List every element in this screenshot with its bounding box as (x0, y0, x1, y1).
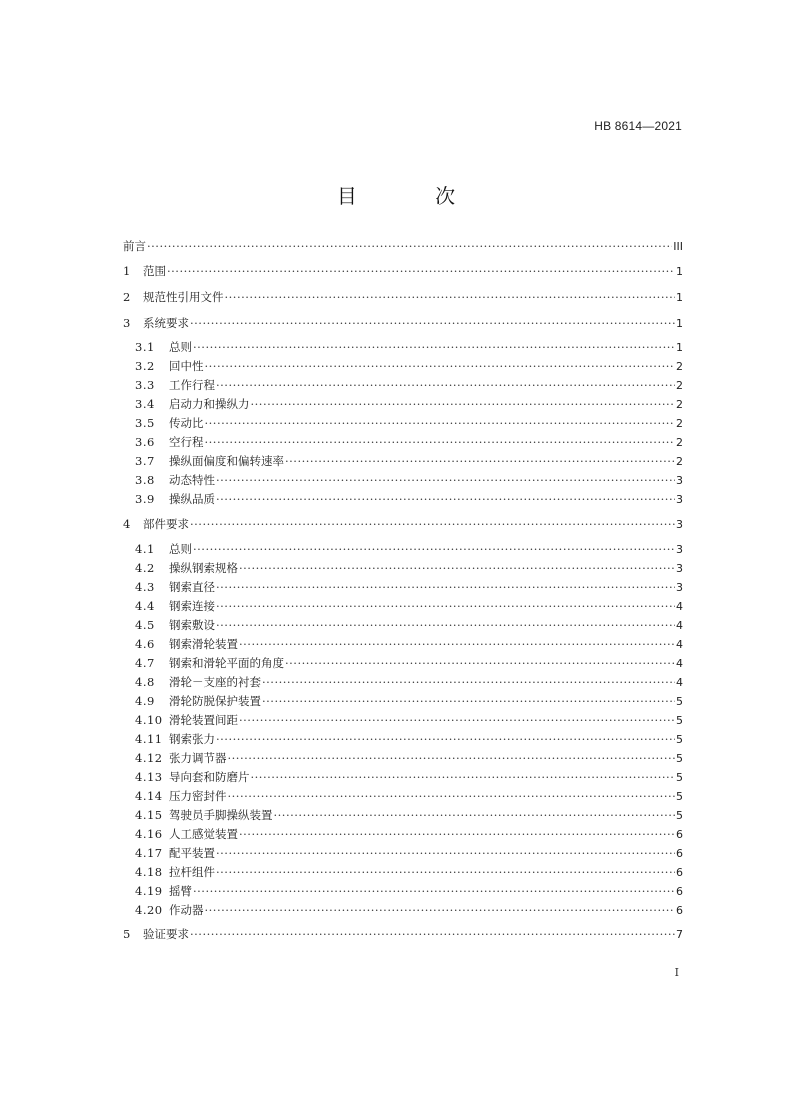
toc-entry-page: 5 (676, 695, 683, 708)
toc-leader-dots (190, 315, 675, 331)
toc-entry-label: 总则 (169, 542, 192, 556)
toc-leader-dots (239, 636, 675, 652)
toc-leader-dots (167, 263, 675, 279)
toc-entry-number: 5 (123, 927, 131, 941)
toc-leader-dots (193, 883, 675, 899)
toc-entry-number: 4.18 (135, 865, 163, 879)
toc-entry-label: 操纵面偏度和偏转速率 (169, 454, 284, 468)
toc-entry[interactable] (135, 769, 683, 785)
toc-entry-label: 总则 (169, 340, 192, 354)
toc-entry[interactable] (135, 788, 683, 804)
toc-entry-number: 4.12 (135, 751, 163, 765)
toc-entry-page: 5 (676, 752, 683, 765)
toc-entry-number: 4 (123, 517, 131, 531)
toc-entry-page: 4 (676, 638, 683, 651)
toc-entry[interactable] (135, 358, 683, 374)
toc-entry-number: 4.11 (135, 732, 163, 746)
toc-leader-dots (205, 358, 676, 374)
toc-entry[interactable] (123, 289, 683, 305)
toc-entry-number: 4.8 (135, 675, 155, 689)
toc-entry[interactable] (135, 491, 683, 507)
toc-entry[interactable] (135, 339, 683, 355)
toc-leader-dots (285, 453, 675, 469)
toc-entry-page: 2 (676, 436, 683, 449)
toc-entry-number: 4.19 (135, 884, 163, 898)
toc-entry-page: 3 (676, 493, 683, 506)
toc-entry-label: 操纵品质 (169, 492, 215, 506)
toc-entry-label: 传动比 (169, 416, 204, 430)
toc-entry-label: 系统要求 (143, 316, 189, 330)
toc-entry-number: 4.15 (135, 808, 163, 822)
toc-entry-label: 滑轮防脱保护装置 (169, 694, 261, 708)
toc-entry-label: 操纵钢索规格 (169, 561, 238, 575)
toc-entry-label: 钢索滑轮装置 (169, 637, 238, 651)
toc-leader-dots (216, 617, 675, 633)
toc-leader-dots (190, 926, 675, 942)
toc-entry-page: 5 (676, 790, 683, 803)
toc-entry-number: 3.6 (135, 435, 155, 449)
toc-entry-page: 2 (676, 417, 683, 430)
toc-entry-label: 滑轮装置间距 (169, 713, 238, 727)
toc-entry-number: 3.7 (135, 454, 155, 468)
toc-leader-dots (205, 415, 676, 431)
toc-entry-page: 2 (676, 379, 683, 392)
toc-entry-page: 2 (676, 360, 683, 373)
toc-entry[interactable] (135, 598, 683, 614)
toc-entry[interactable] (123, 516, 683, 532)
toc-entry-page: 3 (676, 562, 683, 575)
toc-entry-number: 4.3 (135, 580, 155, 594)
toc-entry[interactable] (135, 845, 683, 861)
toc-entry[interactable] (135, 377, 683, 393)
toc-entry-page: 5 (676, 714, 683, 727)
toc-entry-label: 回中性 (169, 359, 204, 373)
toc-entry-label: 部件要求 (143, 517, 189, 531)
toc-entry[interactable] (135, 655, 683, 671)
toc-entry-page: 6 (676, 828, 683, 841)
toc-leader-dots (239, 712, 675, 728)
toc-entry-number: 4.4 (135, 599, 155, 613)
toc-leader-dots (216, 845, 675, 861)
toc-leader-dots (216, 472, 675, 488)
toc-entry-page: 5 (676, 809, 683, 822)
toc-entry-page: 2 (676, 455, 683, 468)
toc-entry-number: 3.5 (135, 416, 155, 430)
toc-entry[interactable] (135, 560, 683, 576)
page-number: I (674, 966, 679, 979)
toc-entry[interactable] (135, 579, 683, 595)
toc-leader-dots (239, 826, 675, 842)
toc-entry[interactable] (135, 453, 683, 469)
toc-entry-label: 钢索张力 (169, 732, 215, 746)
toc-entry-number: 2 (123, 290, 131, 304)
toc-leader-dots (274, 807, 676, 823)
toc-entry-page: 4 (676, 676, 683, 689)
toc-leader-dots (205, 434, 676, 450)
toc-entry-page: 3 (676, 474, 683, 487)
toc-entry-page: 4 (676, 600, 683, 613)
toc-entry-number: 4.14 (135, 789, 163, 803)
toc-leader-dots (193, 339, 675, 355)
toc-entry[interactable] (123, 238, 683, 254)
toc-entry-page: 4 (676, 657, 683, 670)
toc-entry-page: 7 (676, 928, 683, 941)
toc-entry-label: 动态特性 (169, 473, 215, 487)
toc-leader-dots (225, 289, 676, 305)
toc-entry[interactable] (135, 434, 683, 450)
toc-entry[interactable] (135, 712, 683, 728)
toc-entry-label: 摇臂 (169, 884, 192, 898)
toc-entry-page: 2 (676, 398, 683, 411)
toc-entry-label: 钢索敷设 (169, 618, 215, 632)
toc-entry-page: 6 (676, 866, 683, 879)
toc-entry-label: 作动器 (169, 903, 204, 917)
toc-entry-number: 3.9 (135, 492, 155, 506)
toc-entry-label: 配平装置 (169, 846, 215, 860)
toc-entry-label: 滑轮－支座的衬套 (169, 675, 261, 689)
toc-entry-page: 1 (676, 341, 683, 354)
toc-entry-number: 3.8 (135, 473, 155, 487)
toc-entry-label: 启动力和操纵力 (169, 397, 250, 411)
toc-entry-page: 1 (676, 265, 683, 278)
toc-leader-dots (251, 396, 676, 412)
toc-entry-label: 压力密封件 (169, 789, 227, 803)
toc-entry-label: 导向套和防磨片 (169, 770, 250, 784)
toc-entry-number: 4.6 (135, 637, 155, 651)
toc-entry-page: 3 (676, 543, 683, 556)
toc-entry[interactable] (135, 472, 683, 488)
toc-entry-number: 4.2 (135, 561, 155, 575)
toc-entry[interactable] (135, 693, 683, 709)
toc-entry-page: 3 (676, 581, 683, 594)
toc-entry-page: 6 (676, 847, 683, 860)
toc-leader-dots (262, 693, 675, 709)
toc-leader-dots (228, 788, 676, 804)
toc-entry-page: 6 (676, 885, 683, 898)
toc-entry-page: III (673, 240, 683, 253)
toc-leader-dots (216, 731, 675, 747)
toc-entry-label: 工作行程 (169, 378, 215, 392)
toc-entry-label: 拉杆组件 (169, 865, 215, 879)
toc-entry-page: 1 (676, 291, 683, 304)
toc-leader-dots (147, 238, 672, 254)
toc-leader-dots (205, 902, 676, 918)
toc-leader-dots (285, 655, 675, 671)
toc-entry[interactable] (123, 926, 683, 942)
toc-entry-number: 3.4 (135, 397, 155, 411)
toc-entry[interactable] (135, 750, 683, 766)
toc-leader-dots (190, 516, 675, 532)
toc-entry-page: 4 (676, 619, 683, 632)
toc-entry[interactable] (135, 731, 683, 747)
toc-entry-page: 3 (676, 518, 683, 531)
toc-entry[interactable] (135, 415, 683, 431)
toc-entry-page: 6 (676, 904, 683, 917)
toc-entry-label: 驾驶员手脚操纵装置 (169, 808, 273, 822)
toc-entry-number: 3.2 (135, 359, 155, 373)
toc-entry-number: 4.7 (135, 656, 155, 670)
toc-entry[interactable] (135, 396, 683, 412)
document-code: HB 8614—2021 (594, 119, 682, 133)
toc-leader-dots (216, 377, 675, 393)
toc-entry-label: 空行程 (169, 435, 204, 449)
toc-entry-label: 范围 (143, 264, 166, 278)
toc-leader-dots (251, 769, 676, 785)
toc-entry[interactable] (123, 263, 683, 279)
toc-leader-dots (228, 750, 676, 766)
toc-entry-label: 前言 (123, 239, 146, 253)
toc-entry-number: 3 (123, 316, 131, 330)
toc-leader-dots (216, 598, 675, 614)
toc-leader-dots (216, 491, 675, 507)
page-title: 目 次 (336, 184, 492, 208)
toc-entry-label: 钢索连接 (169, 599, 215, 613)
toc-entry-page: 5 (676, 733, 683, 746)
toc-entry[interactable] (135, 807, 683, 823)
toc-entry-number: 4.17 (135, 846, 163, 860)
toc-entry[interactable] (135, 541, 683, 557)
toc-entry[interactable] (135, 826, 683, 842)
toc-entry-label: 验证要求 (143, 927, 189, 941)
toc-entry-label: 人工感觉装置 (169, 827, 238, 841)
toc-entry[interactable] (135, 636, 683, 652)
toc-leader-dots (216, 579, 675, 595)
toc-entry-page: 1 (676, 317, 683, 330)
toc-entry[interactable] (135, 674, 683, 690)
toc-entry-number: 4.5 (135, 618, 155, 632)
toc-entry-number: 4.20 (135, 903, 163, 917)
toc-entry[interactable] (135, 864, 683, 880)
toc-leader-dots (216, 864, 675, 880)
toc-entry-number: 3.1 (135, 340, 155, 354)
toc-entry-label: 张力调节器 (169, 751, 227, 765)
toc-leader-dots (262, 674, 675, 690)
toc-entry-number: 4.9 (135, 694, 155, 708)
toc-entry[interactable] (135, 617, 683, 633)
toc-entry-number: 4.1 (135, 542, 155, 556)
toc-entry[interactable] (135, 883, 683, 899)
toc-entry-number: 4.13 (135, 770, 163, 784)
toc-entry-label: 规范性引用文件 (143, 290, 224, 304)
toc-entry-number: 4.16 (135, 827, 163, 841)
toc-entry-number: 3.3 (135, 378, 155, 392)
toc-entry-label: 钢索直径 (169, 580, 215, 594)
toc-entry-page: 5 (676, 771, 683, 784)
toc-entry-label: 钢索和滑轮平面的角度 (169, 656, 284, 670)
toc-entry-number: 1 (123, 264, 131, 278)
toc-leader-dots (193, 541, 675, 557)
toc-entry-number: 4.10 (135, 713, 163, 727)
toc-entry[interactable] (123, 315, 683, 331)
toc-entry[interactable] (135, 902, 683, 918)
toc-leader-dots (239, 560, 675, 576)
